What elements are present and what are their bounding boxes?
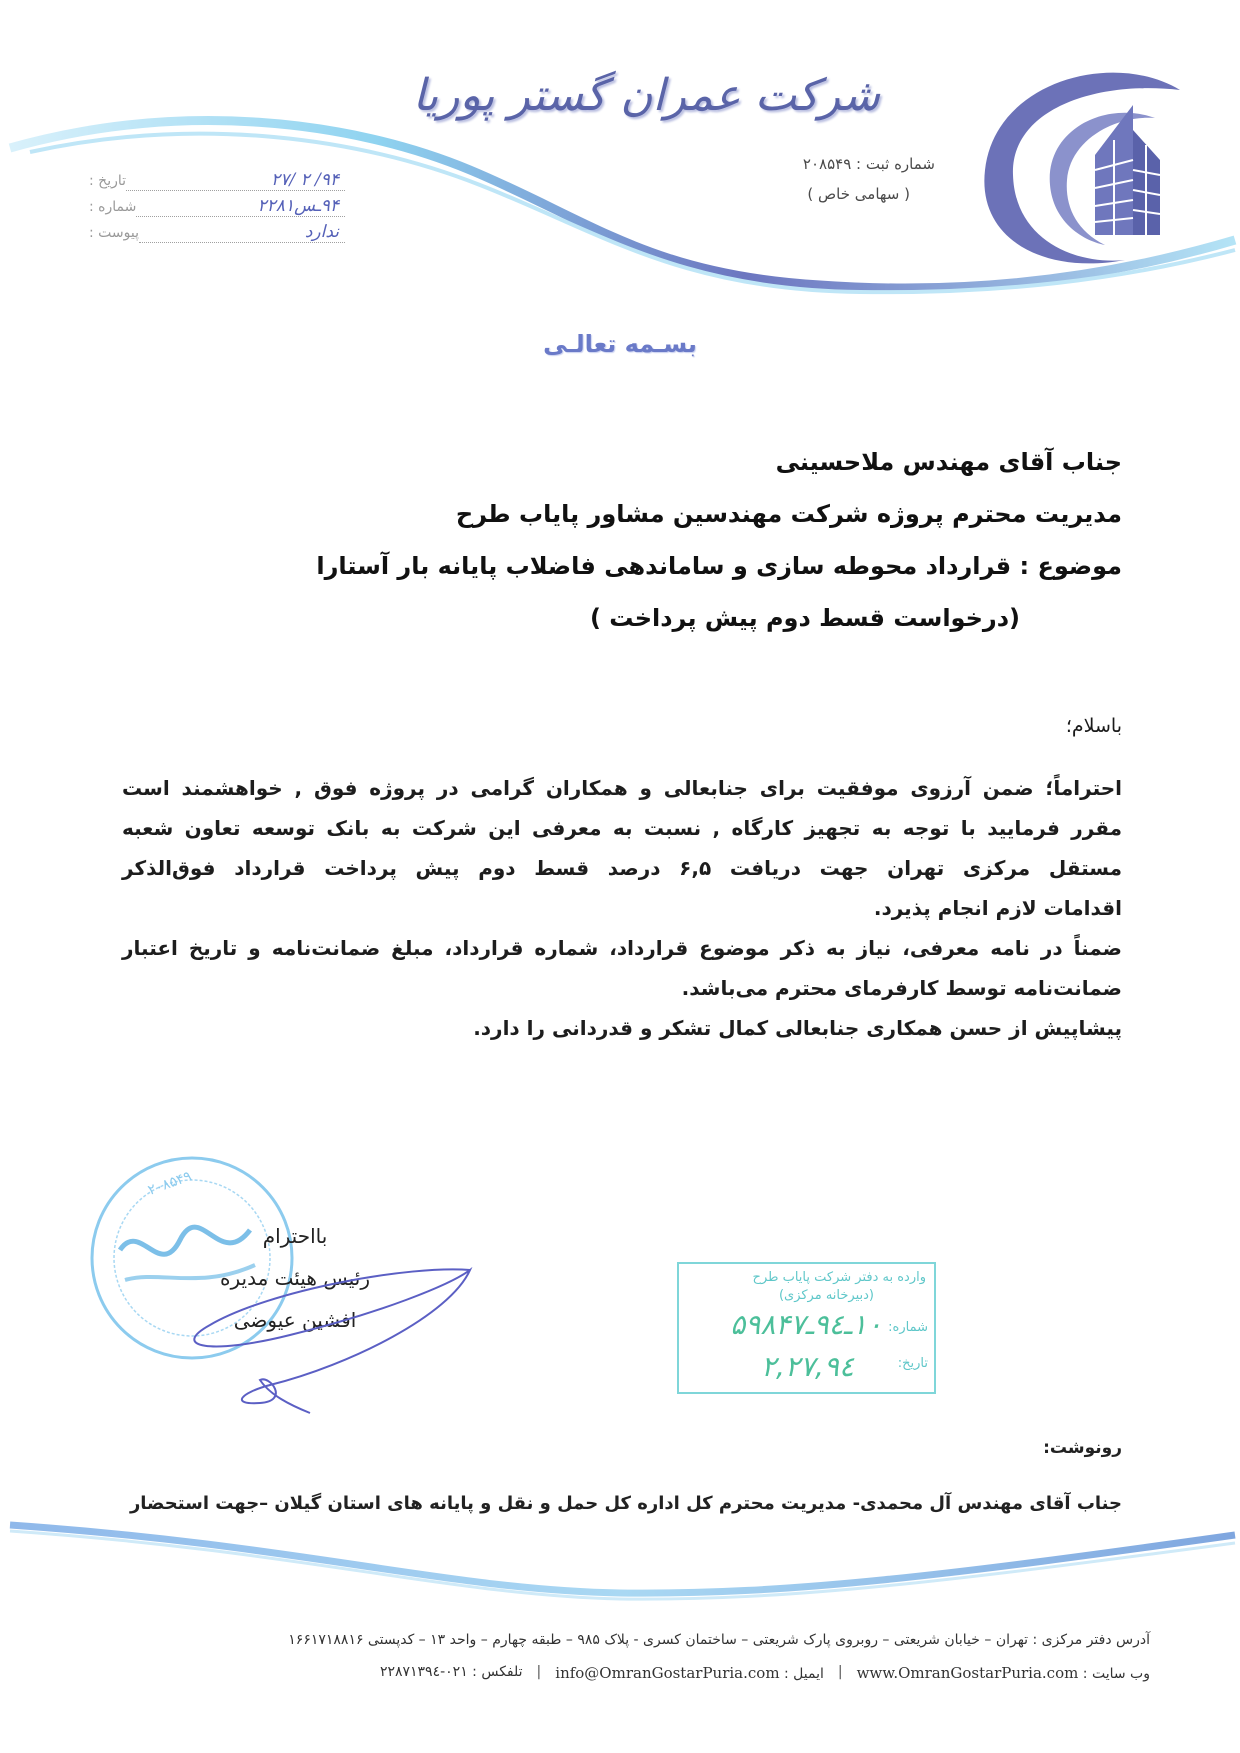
body-line: اقدامات لازم انجام پذیرد. xyxy=(873,896,1122,920)
received-stamp-subtitle: (دبیرخانه مرکزی) xyxy=(778,1288,874,1303)
basmala-heading: بسـمه تعالـی xyxy=(543,330,697,358)
attachment-row xyxy=(85,222,345,248)
attachment-label: پیوست : xyxy=(89,225,139,241)
seal-number-text: ۲۰۸۵۴۹ xyxy=(145,1168,194,1199)
body-line: احتراماً؛ ضمن آرزوی موفقیت برای جنابعالی و همکاران گرامی در پروژه فوق , خواهشمند است xyxy=(122,776,1122,800)
registration-value: ۲۰۸۵۴۹ xyxy=(802,155,852,173)
date-value: ۹۴/ ۲ /۲۷ xyxy=(126,170,345,191)
email-link[interactable]: info@OmranGostarPuria.com xyxy=(555,1664,780,1682)
number-row xyxy=(85,196,345,222)
footer-contacts xyxy=(380,1664,1150,1682)
cc-label: رونوشت: xyxy=(1043,1438,1122,1458)
body-line: مستقل مرکزی تهران جهت دریافت ۶,۵ درصد قسط دوم پیش پرداخت قرارداد فوق‌الذکر xyxy=(122,856,1122,880)
recipient-name: جناب آقای مهندس ملاحسینی xyxy=(775,448,1122,476)
subject-detail: (درخواست قسط دوم پیش پرداخت ) xyxy=(589,604,1020,632)
signatory-name: افشین عیوضی xyxy=(233,1308,357,1332)
body-line: مقرر فرمایید با توجه به تجهیز کارگاه , نسبت به معرفی این شرکت به بانک توسعه تعاون شعبه xyxy=(122,816,1122,840)
website-label: وب سایت : xyxy=(1082,1666,1150,1682)
fax-label: تلفکس : xyxy=(472,1664,523,1680)
received-number-label: شماره: xyxy=(888,1320,928,1335)
closing-text: بااحترام xyxy=(262,1224,328,1248)
company-name-logotype: شرکت عمران گستر پوریا xyxy=(412,70,880,121)
company-logo-icon xyxy=(955,60,1200,275)
letter-meta xyxy=(85,170,345,248)
email-info xyxy=(555,1664,824,1682)
date-label: تاریخ : xyxy=(89,173,127,189)
number-label: شماره : xyxy=(89,199,137,215)
website-info xyxy=(857,1664,1150,1682)
footer-wave-decoration xyxy=(0,1515,1240,1615)
recipient-title: مدیریت محترم پروژه شرکت مهندسین مشاور پایاب طرح xyxy=(455,500,1122,528)
fax-info xyxy=(380,1664,523,1682)
body-line: پیشاپیش از حسن همکاری جنابعالی کمال تشکر و قدردانی را دارد. xyxy=(473,1016,1122,1040)
received-date-value: ۹٤,۲,۲۷ xyxy=(760,1350,854,1383)
registration-number: شماره ثبت : ۲۰۸۵۴۹ xyxy=(802,155,935,173)
email-label: ایمیل : xyxy=(784,1666,824,1682)
greeting: باسلام؛ xyxy=(1065,715,1122,737)
fax-value: ۰۲۱-۲۲۸۷۱۳۹٤ xyxy=(379,1664,468,1680)
body-line: ضمناً در نامه معرفی، نیاز به ذکر موضوع قرارداد، شماره قرارداد، مبلغ ضمانت‌نامه و تاریخ اعتبار xyxy=(122,936,1122,960)
received-stamp-title: وارده به دفتر شرکت پایاب طرح xyxy=(752,1270,926,1285)
separator: | xyxy=(536,1664,542,1680)
handwritten-signature-icon xyxy=(150,1255,480,1415)
footer-address: آدرس دفتر مرکزی : تهران – خیابان شریعتی – روبروی پارک شریعتی – ساختمان کسری - پلاک ۹۸۵ – طبقه چهارم – واحد ۱۳ – کدپستی ۱۶۶۱۷۱۸۸۱۶ xyxy=(288,1632,1150,1648)
separator: | xyxy=(837,1664,843,1680)
company-type: ( سهامی خاص ) xyxy=(807,185,910,203)
signatory-title: رئیس هیئت مدیره xyxy=(219,1266,371,1290)
subject-line: موضوع : قرارداد محوطه سازی و ساماندهی فاضلاب پایانه بار آستارا xyxy=(316,552,1122,580)
body-line: ضمانت‌نامه توسط کارفرمای محترم می‌باشد. xyxy=(681,976,1122,1000)
number-value: ۹۴ـس۲۲۸۱ xyxy=(136,196,345,217)
received-date-label: تاریخ: xyxy=(897,1356,928,1371)
website-link[interactable]: www.OmranGostarPuria.com xyxy=(856,1664,1079,1682)
received-number-value: ۱۰ـ۹٤ـ۵۹۸۴۷ xyxy=(730,1308,882,1341)
received-stamp xyxy=(677,1262,936,1394)
attachment-value: ندارد xyxy=(139,222,345,243)
cc-recipient: جناب آقای مهندس آل محمدی- مدیریت محترم کل اداره کل حمل و نقل و پایانه های استان گیلان –جهت استحضار xyxy=(129,1493,1122,1514)
date-row xyxy=(85,170,345,196)
registration-label: شماره ثبت xyxy=(865,155,935,173)
